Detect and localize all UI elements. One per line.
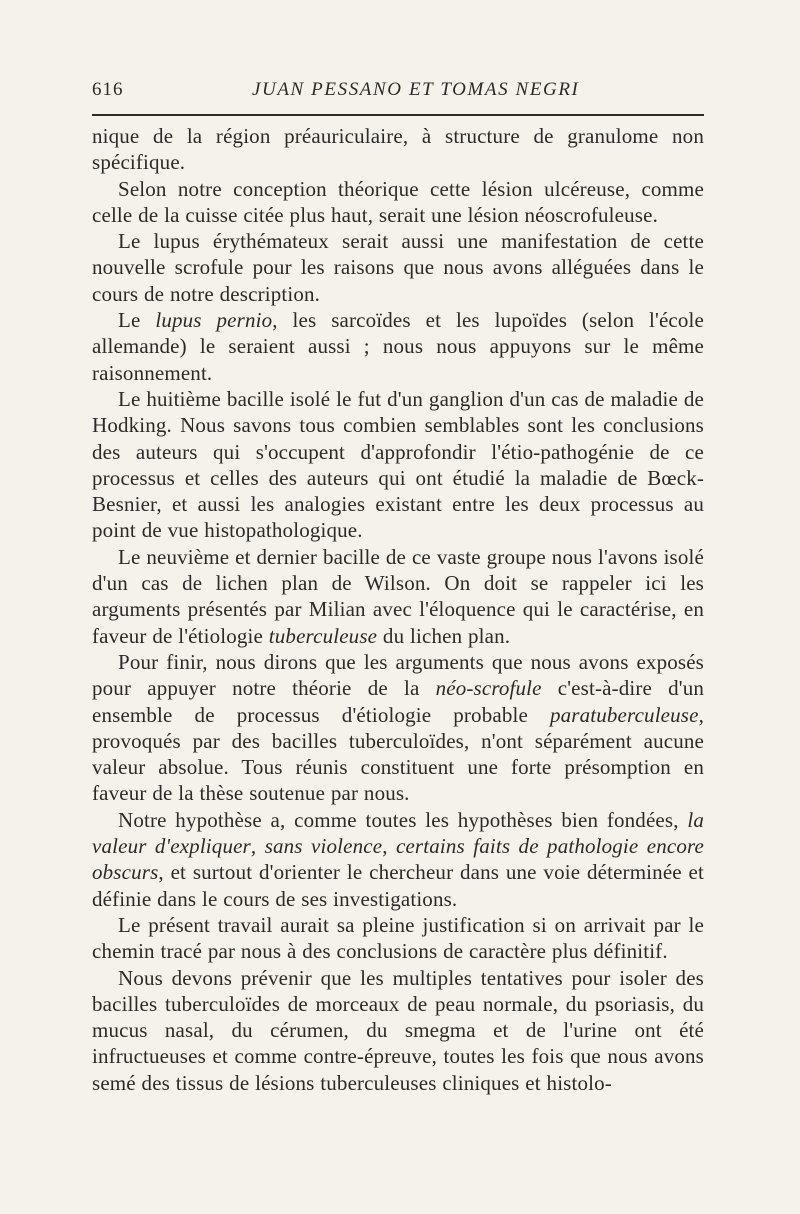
text-segment: nique de la région préauriculaire, à structure de granulome non spécifique.: [92, 124, 704, 175]
italic-term: tuberculeuse: [268, 623, 378, 648]
header-rule: [92, 114, 704, 116]
text-segment: du lichen plan.: [377, 623, 511, 648]
text-segment: Pour finir, nous dirons que les arguments que nous avons exposés pour appuyer notre théorie de la: [92, 649, 704, 701]
text-segment: , provoqués par des bacilles tuberculoïdes, n'ont séparément aucune valeur absolue. Tous réunis constituent une forte présomption en faveur de la thèse soutenue par nous.: [92, 702, 704, 806]
text-segment: Selon notre conception théorique cette lésion ulcéreuse, comme celle de la cuisse citée plus haut, serait une lésion néoscrofuleuse.: [92, 176, 704, 227]
page-header: [92, 74, 704, 114]
paragraph: [92, 176, 704, 229]
text-segment: , les sarcoïdes et les lupoïdes (selon l'école allemande) le seraient aussi ; nous nous appuyons sur le même raisonnement.: [92, 308, 704, 385]
text-segment: c'est-à-dire d'un ensemble de processus d'étiologie probable: [92, 676, 705, 727]
italic-term: néo-scrofule: [435, 676, 542, 701]
paragraph: [92, 965, 704, 1096]
italic-term: lupus pernio: [155, 308, 273, 333]
text-segment: Nous devons prévenir que les multiples tentatives pour isoler des bacilles tuberculoïdes de morceaux de peau normale, du psoriasis, du mucus nasal, du cérumen, du smegma et de l'urine ont été infructueuses et comme contre-épreuve, toutes les fois que nous avons semé des tissus de lésions tuberculeuses cliniques et histolo-: [92, 965, 704, 1095]
text-segment: Le: [118, 308, 156, 333]
text-segment: Le présent travail aurait sa pleine justification si on arrivait par le chemin tracé par nous à des conclusions de caractère plus définitif.: [92, 912, 704, 964]
italic-term: la valeur d'expliquer: [92, 807, 704, 859]
paragraph: [92, 912, 704, 965]
text-segment: Le neuvième et dernier bacille de ce vaste groupe nous l'avons isolé d'un cas de lichen plan de Wilson. On doit se rappeler ici les arguments présentés par Milian avec l'éloquence qui le caractérise, en faveur de l'étiologie: [92, 544, 704, 648]
paragraph: [92, 123, 704, 176]
text-segment: Le lupus érythémateux serait aussi une manifestation de cette nouvelle scrofule pour les raisons que nous avons alléguées dans le cours de notre description.: [92, 229, 704, 306]
paragraph: [92, 807, 704, 912]
paragraph: [92, 544, 704, 649]
paragraph: [92, 307, 704, 386]
text-segment: Le huitième bacille isolé le fut d'un ganglion d'un cas de maladie de Hodking. Nous savons tous combien semblables sont les conclusions des auteurs qui s'occupent d'approfondir l'étio-pathogénie de ce processus et celles des auteurs qui ont étudié la maladie de Bœck-Besnier, et aussi les analogies existant entre les deux processus au point de vue histopathologique.: [92, 386, 704, 543]
text-segment: , et surtout d'orienter le chercheur dans une voie déterminée et définie dans le cours de ses investigations.: [92, 860, 704, 911]
italic-term: certains faits de pathologie encore obscurs: [92, 834, 705, 885]
body-text: [92, 123, 704, 1096]
paragraph: [92, 386, 704, 544]
running-head: JUAN PESSANO ET TOMAS NEGRI: [252, 79, 580, 100]
paragraph: [92, 228, 704, 307]
text-segment: Notre hypothèse a, comme toutes les hypothèses bien fondées,: [118, 807, 688, 832]
page-number: 616: [92, 79, 124, 100]
text-segment: ,: [250, 834, 265, 859]
italic-term: sans violence: [264, 834, 383, 859]
text-segment: ,: [382, 834, 396, 859]
italic-term: paratuberculeuse: [550, 702, 699, 727]
paragraph: [92, 649, 704, 807]
